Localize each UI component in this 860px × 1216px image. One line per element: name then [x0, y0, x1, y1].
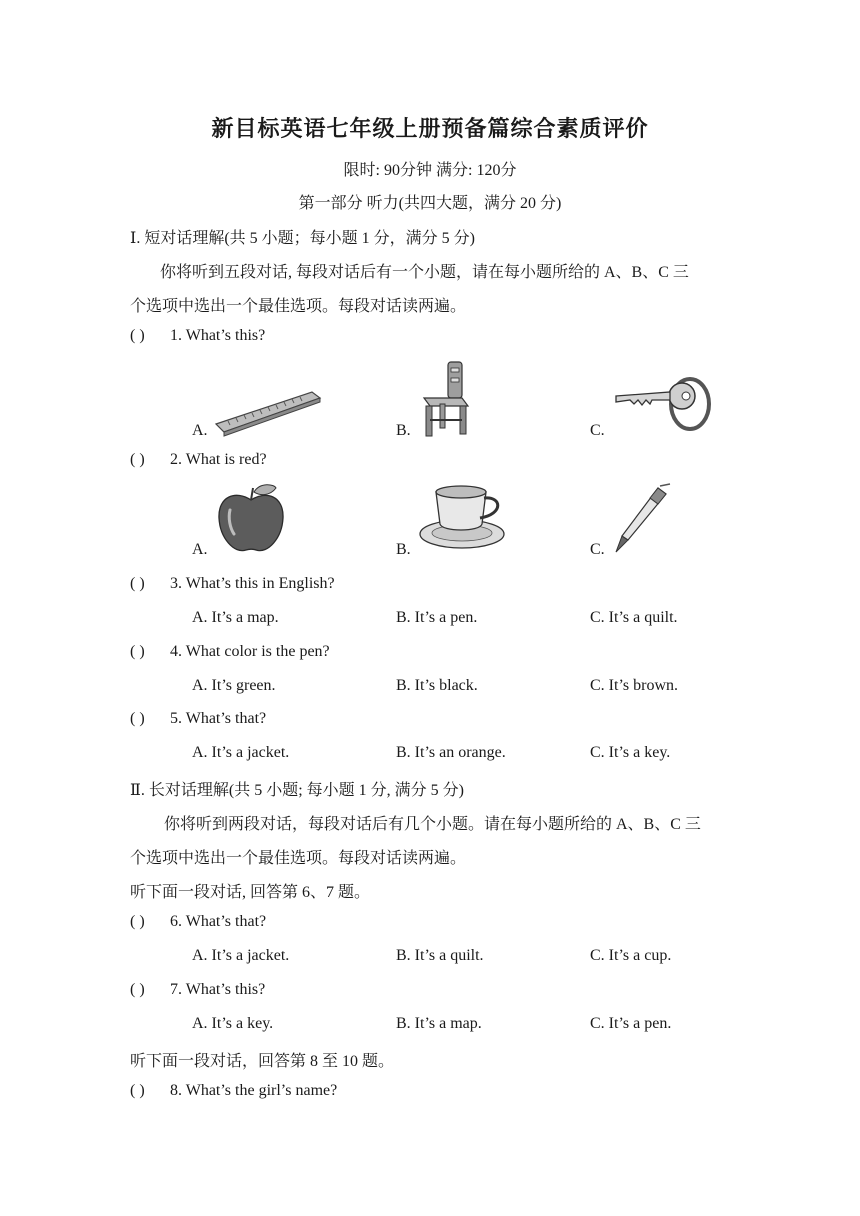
option-c[interactable]: C. It’s brown. — [590, 677, 678, 694]
dialog-intro: 听下面一段对话, 回答第 6、7 题。 — [130, 884, 371, 901]
option-a[interactable]: A. It’s a jacket. — [192, 947, 290, 964]
option-b[interactable]: B. It’s a pen. — [396, 609, 478, 626]
time-info: 限时: 90分钟 满分: 120分 — [343, 162, 517, 179]
option-a[interactable]: A. It’s green. — [192, 677, 276, 694]
answer-blank[interactable]: ( ) — [130, 710, 145, 727]
answer-blank[interactable]: ( ) — [130, 981, 145, 998]
ruler-icon — [214, 388, 322, 438]
question-4 — [130, 643, 330, 661]
option-a[interactable]: A. — [192, 422, 208, 439]
answer-blank[interactable]: ( ) — [130, 451, 145, 468]
question-text: 7. What’s this? — [170, 981, 266, 998]
question-6 — [130, 913, 266, 931]
key-icon — [612, 374, 712, 436]
option-b[interactable]: B. It’s a quilt. — [396, 947, 484, 964]
question-2 — [130, 451, 267, 469]
page-title: 新目标英语七年级上册预备篇综合素质评价 — [211, 117, 649, 142]
option-c[interactable]: C. — [590, 422, 605, 439]
instruction-text: 你将听到五段对话, 每段对话后有一个小题，请在每小题所给的 A、B、C 三 — [160, 264, 689, 281]
option-c[interactable]: C. It’s a key. — [590, 744, 671, 761]
chair-icon — [420, 358, 472, 438]
question-text: 4. What color is the pen? — [170, 643, 330, 660]
instruction-text: 你将听到两段对话，每段对话后有几个小题。请在每小题所给的 A、B、C 三 — [164, 816, 701, 833]
answer-blank[interactable]: ( ) — [130, 327, 145, 344]
question-8 — [130, 1082, 337, 1100]
question-3 — [130, 575, 335, 593]
option-b[interactable]: B. It’s a map. — [396, 1015, 482, 1032]
option-c[interactable]: C. It’s a quilt. — [590, 609, 678, 626]
question-1 — [130, 327, 265, 345]
answer-blank[interactable]: ( ) — [130, 575, 145, 592]
question-text: 3. What’s this in English? — [170, 575, 335, 592]
option-c[interactable]: C. It’s a pen. — [590, 1015, 672, 1032]
question-text: 8. What’s the girl’s name? — [170, 1082, 338, 1099]
section-heading: Ⅰ. 短对话理解(共 5 小题；每小题 1 分，满分 5 分) — [130, 230, 475, 247]
apple-icon — [216, 482, 286, 554]
option-b[interactable]: B. It’s an orange. — [396, 744, 506, 761]
question-text: 1. What’s this? — [170, 327, 266, 344]
pen-icon — [612, 482, 672, 554]
section-heading: Ⅱ. 长对话理解(共 5 小题; 每小题 1 分, 满分 5 分) — [130, 782, 464, 799]
answer-blank[interactable]: ( ) — [130, 1082, 145, 1099]
question-text: 5. What’s that? — [170, 710, 267, 727]
option-c[interactable]: C. It’s a cup. — [590, 947, 672, 964]
answer-blank[interactable]: ( ) — [130, 643, 145, 660]
question-text: 6. What’s that? — [170, 913, 267, 930]
part-heading: 第一部分 听力(共四大题，满分 20 分) — [298, 195, 562, 212]
question-5 — [130, 710, 266, 728]
option-a[interactable]: A. It’s a key. — [192, 1015, 274, 1032]
option-c[interactable]: C. — [590, 541, 605, 558]
question-text: 2. What is red? — [170, 451, 267, 468]
option-a[interactable]: A. It’s a jacket. — [192, 744, 290, 761]
cup-icon — [418, 484, 508, 552]
instruction-text: 个选项中选出一个最佳选项。每段对话读两遍。 — [130, 850, 467, 867]
option-a[interactable]: A. It’s a map. — [192, 609, 279, 626]
option-a[interactable]: A. — [192, 541, 208, 558]
answer-blank[interactable]: ( ) — [130, 913, 145, 930]
dialog-intro: 听下面一段对话，回答第 8 至 10 题。 — [130, 1053, 395, 1070]
option-b[interactable]: B. It’s black. — [396, 677, 478, 694]
instruction-text: 个选项中选出一个最佳选项。每段对话读两遍。 — [130, 298, 467, 315]
option-b[interactable]: B. — [396, 541, 411, 558]
question-7 — [130, 981, 265, 999]
option-b[interactable]: B. — [396, 422, 411, 439]
